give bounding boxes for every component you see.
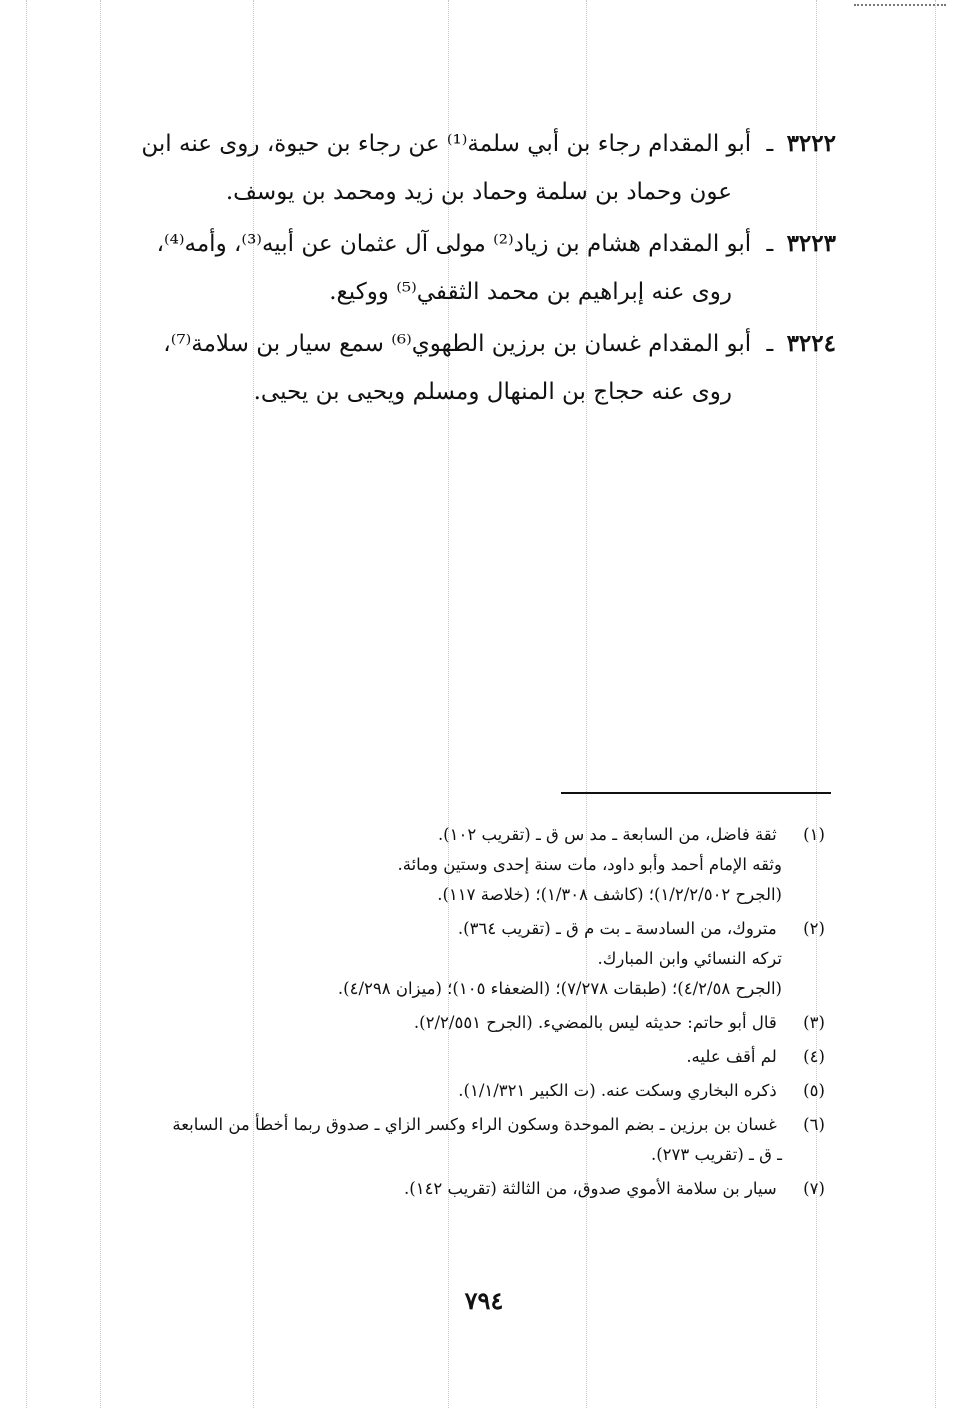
entry-text-line: أبو المقدام هشام بن زياد⁽²⁾ مولى آل عثمان عن أبيه⁽³⁾، وأمه⁽⁴⁾، xyxy=(156,231,752,257)
page-number: ٧٩٤ xyxy=(464,1286,504,1315)
footnote-text-line: متروك، من السادسة ـ بت م ق ـ (تقريب ٣٦٤). xyxy=(457,919,777,938)
entry-dash: ـ xyxy=(766,131,774,157)
footnote-number: (٢) xyxy=(803,919,825,938)
footnote-number: (١) xyxy=(803,825,825,844)
footnote xyxy=(132,820,834,910)
entry-dash: ـ xyxy=(766,331,774,357)
footnote-first-line xyxy=(132,1076,834,1106)
biography-entry xyxy=(132,320,836,416)
footnote-first-line xyxy=(132,1042,834,1072)
main-text xyxy=(132,120,836,420)
entry-text-line: روى عنه إبراهيم بن محمد الثقفي⁽⁵⁾ ووكيع. xyxy=(329,279,732,305)
scan-dot-line xyxy=(935,0,936,1408)
footnotes xyxy=(132,820,834,1208)
footnote-separator xyxy=(561,792,831,794)
footnote-text-line: تركه النسائي وابن المبارك. xyxy=(597,949,782,968)
footnote xyxy=(132,914,834,1004)
entry-text-line: أبو المقدام رجاء بن أبي سلمة⁽¹⁾ عن رجاء بن حيوة، روى عنه ابن xyxy=(141,131,752,157)
scan-dot-line xyxy=(100,0,101,1408)
entry-dash: ـ xyxy=(766,231,774,257)
footnote xyxy=(132,1042,834,1072)
entry-number: ٣٢٢٤ xyxy=(786,330,836,357)
scan-dot-line xyxy=(26,0,27,1408)
entry-text-line: عون وحماد بن سلمة وحماد بن زيد ومحمد بن يوسف. xyxy=(225,179,732,205)
footnote-text-line: لم أقف عليه. xyxy=(686,1047,777,1066)
footnote-text-line: غسان بن برزين ـ بضم الموحدة وسكون الراء وكسر الزاي ـ صدوق ربما أخطأ من السابعة xyxy=(172,1115,777,1134)
footnote-first-line xyxy=(132,1110,834,1140)
footnote-text-line: وثقه الإمام أحمد وأبو داود، مات سنة إحدى وستين ومائة. xyxy=(397,855,782,874)
footnote-text-line: قال أبو حاتم: حديثه ليس بالمضيء. (الجرح ٢/٢/٥٥١). xyxy=(413,1013,777,1032)
footnote-text-line: (الجرح ١/٢/٢/٥٠٢)؛ (كاشف ١/٣٠٨)؛ (خلاصة ١١٧). xyxy=(437,885,782,904)
entry-first-line xyxy=(132,220,836,268)
entry-first-line xyxy=(132,120,836,168)
footnote xyxy=(132,1008,834,1038)
footnote-number: (٦) xyxy=(803,1115,825,1134)
biography-entry xyxy=(132,220,836,316)
footnote-first-line xyxy=(132,914,834,944)
entry-text-line: أبو المقدام غسان بن برزين الطهوي⁽⁶⁾ سمع سيار بن سلامة⁽⁷⁾، xyxy=(163,331,752,357)
scan-top-mark xyxy=(854,4,946,6)
footnote-number: (٣) xyxy=(803,1013,825,1032)
biography-entry xyxy=(132,120,836,216)
footnote-text-line: ذكره البخاري وسكت عنه. (ت الكبير ١/١/٣٢١). xyxy=(458,1081,777,1100)
footnote-text-line: ـ ق ـ (تقريب ٢٧٣). xyxy=(650,1145,782,1164)
footnote-first-line xyxy=(132,1174,834,1204)
footnote xyxy=(132,1174,834,1204)
footnote-text-line: (الجرح ٤/٢/٥٨)؛ (طبقات ٧/٢٧٨)؛ (الضعفاء ١٠٥)؛ (ميزان ٤/٢٩٨). xyxy=(337,979,782,998)
entry-number: ٣٢٢٢ xyxy=(786,130,836,157)
entry-text-line: روى عنه حجاج بن المنهال ومسلم ويحيى بن يحيى. xyxy=(253,379,732,405)
footnote-text-line: سيار بن سلامة الأموي صدوق، من الثالثة (تقريب ١٤٢). xyxy=(404,1179,777,1198)
footnote-text-line: ثقة فاضل، من السابعة ـ مد س ق ـ (تقريب ١٠٢). xyxy=(437,825,777,844)
footnote xyxy=(132,1076,834,1106)
entry-number: ٣٢٢٣ xyxy=(786,230,836,257)
footnote-number: (٥) xyxy=(803,1081,825,1100)
footnote xyxy=(132,1110,834,1170)
entry-first-line xyxy=(132,320,836,368)
footnote-number: (٤) xyxy=(803,1047,825,1066)
footnote-first-line xyxy=(132,1008,834,1038)
footnote-first-line xyxy=(132,820,834,850)
footnote-number: (٧) xyxy=(803,1179,825,1198)
